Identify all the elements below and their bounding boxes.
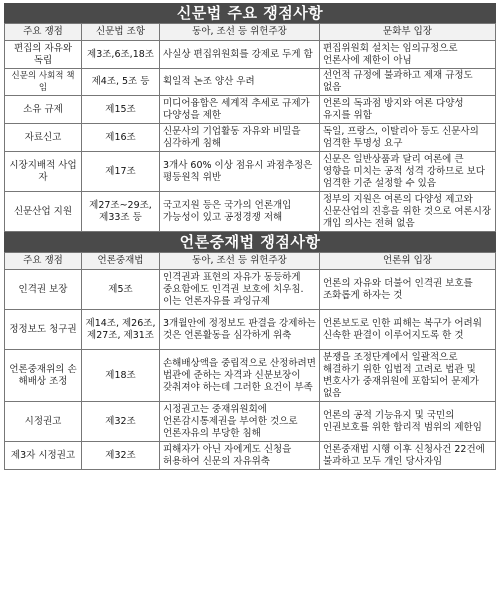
article-cell: 제17조: [82, 152, 160, 192]
claim-cell: 사실상 편집위원회를 강제로 두게 함: [160, 41, 320, 69]
claim-cell: 시정권고는 중재위원회에 언론감시통제권을 부여한 것으로 언론자유의 부당한 침해: [160, 402, 320, 442]
issue-cell: 자료신고: [5, 124, 82, 152]
table-row: [5, 41, 496, 69]
position-cell: 언론의 공적 기능유지 및 국민의 인권보호를 위한 합리적 범위의 제한임: [320, 402, 496, 442]
header-issue: 주요 쟁점: [5, 253, 82, 270]
position-cell: 선언적 규정에 불과하고 제재 규정도 없음: [320, 69, 496, 96]
table-row: [5, 96, 496, 124]
issue-cell: 정정보도 청구권: [5, 310, 82, 350]
section1-table: [4, 23, 496, 232]
article-cell: 제3조,6조,18조: [82, 41, 160, 69]
position-cell: 언론의 자유와 더불어 인격권 보호를 조화롭게 하자는 것: [320, 270, 496, 310]
table-row: [5, 192, 496, 232]
issue-cell: 제3자 시정권고: [5, 442, 82, 470]
issue-cell: 인격권 보장: [5, 270, 82, 310]
claim-cell: 3개사 60% 이상 점유시 과점추정은 평등원칙 위반: [160, 152, 320, 192]
issue-cell: 시정권고: [5, 402, 82, 442]
claim-cell: 인격권과 표현의 자유가 동등하게 중요함에도 인격권 보호에 치우침. 이는 언론자유를 과잉규제: [160, 270, 320, 310]
header-position: 문화부 입장: [320, 24, 496, 41]
header-issue: 주요 쟁점: [5, 24, 82, 41]
section2-table: [4, 252, 496, 470]
claim-cell: 신문사의 기업활동 자유와 비밀을 심각하게 침해: [160, 124, 320, 152]
article-cell: 제15조: [82, 96, 160, 124]
table-row: [5, 124, 496, 152]
table-row: [5, 310, 496, 350]
section2-title: 언론중재법 쟁점사항: [4, 232, 496, 252]
table-row: [5, 402, 496, 442]
issue-cell: 신문의 사회적 책임: [5, 69, 82, 96]
article-cell: 제14조, 제26조, 제27조, 제31조: [82, 310, 160, 350]
claim-cell: 3개월안에 정정보도 판결을 강제하는 것은 언론활동을 심각하게 위축: [160, 310, 320, 350]
article-cell: 제4조, 5조 등: [82, 69, 160, 96]
article-cell: 제18조: [82, 350, 160, 402]
table-row: [5, 270, 496, 310]
header-article: 신문법 조항: [82, 24, 160, 41]
article-cell: 제32조: [82, 442, 160, 470]
issue-cell: 편집의 자유와 독립: [5, 41, 82, 69]
issue-cell: 시장지배적 사업자: [5, 152, 82, 192]
article-cell: 제16조: [82, 124, 160, 152]
article-cell: 제32조: [82, 402, 160, 442]
position-cell: 분쟁을 조정단계에서 일괄적으로 해결하기 위한 입법적 고려로 법관 및 변호사가 중재위원에 포함되어 문제가 없음: [320, 350, 496, 402]
header-claim: 동아, 조선 등 위헌주장: [160, 24, 320, 41]
issue-cell: 소유 규제: [5, 96, 82, 124]
position-cell: 언론의 독과점 방지와 여론 다양성 유지를 위함: [320, 96, 496, 124]
claim-cell: 국고지원 등은 국가의 언론개입 가능성이 있고 공정경쟁 저해: [160, 192, 320, 232]
claim-cell: 피해자가 아닌 자에게도 신청을 허용하여 신문의 자유위축: [160, 442, 320, 470]
header-position: 언론위 입장: [320, 253, 496, 270]
article-cell: 제27조~29조, 제33조 등: [82, 192, 160, 232]
table-row: [5, 350, 496, 402]
table-row: [5, 442, 496, 470]
header-claim: 동아, 조선 등 위헌주장: [160, 253, 320, 270]
claim-cell: 획일적 논조 양산 우려: [160, 69, 320, 96]
section1-header-row: [5, 24, 496, 41]
claim-cell: 손해배상액을 중립적으로 산정하려면 법관에 준하는 자격과 신분보장이 갖춰져야 하는데 그러한 요건이 부족: [160, 350, 320, 402]
article-cell: 제5조: [82, 270, 160, 310]
issue-cell: 신문산업 지원: [5, 192, 82, 232]
position-cell: 독일, 프랑스, 이탈리아 등도 신문사의 엄격한 투명성 요구: [320, 124, 496, 152]
claim-cell: 미디어융합은 세계적 추세로 규제가 다양성을 제한: [160, 96, 320, 124]
section2-header-row: [5, 253, 496, 270]
table-row: [5, 69, 496, 96]
header-article: 언론중재법: [82, 253, 160, 270]
position-cell: 편집위원회 설치는 임의규정으로 언론사에 제한이 아님: [320, 41, 496, 69]
position-cell: 신문은 일반상품과 달리 여론에 큰 영향을 미치는 공적 성격 강하므로 보다 엄격한 기준 설정할 수 있음: [320, 152, 496, 192]
issue-cell: 언론중재위의 손해배상 조정: [5, 350, 82, 402]
position-cell: 언론중재법 시행 이후 신청사건 22건에 불과하고 모두 개인 당사자임: [320, 442, 496, 470]
position-cell: 언론보도로 인한 피해는 복구가 어려워 신속한 판결이 이루어지도록 한 것: [320, 310, 496, 350]
section1-title: 신문법 주요 쟁점사항: [4, 3, 496, 23]
position-cell: 정부의 지원은 여론의 다양성 제고와 신문산업의 진흥을 위한 것으로 여론시장 개입 의사는 전혀 없음: [320, 192, 496, 232]
table-row: [5, 152, 496, 192]
